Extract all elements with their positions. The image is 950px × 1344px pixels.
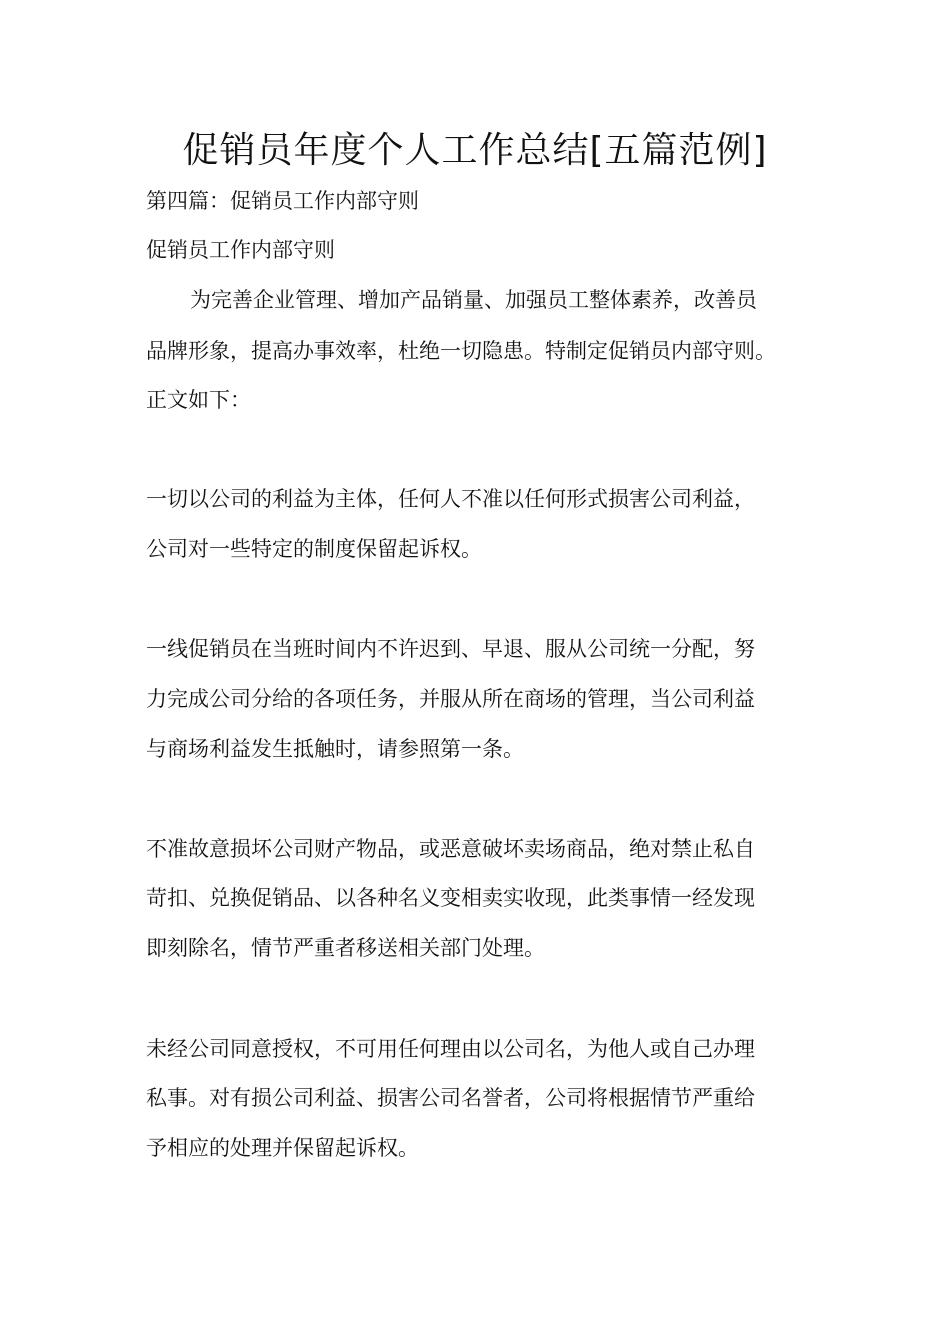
paragraph-line: 一切以公司的利益为主体，任何人不准以任何形式损害公司利益，: [146, 487, 755, 511]
paragraph-line: 即刻除名，情节严重者移送相关部门处理。: [146, 936, 545, 960]
paragraph-line: 公司对一些特定的制度保留起诉权。: [146, 537, 482, 561]
paragraph-line: 未经公司同意授权，不可用任何理由以公司名，为他人或自己办理: [146, 1037, 755, 1061]
intro-line: 为完善企业管理、增加产品销量、加强员工整体素养，改善员: [190, 288, 757, 312]
paragraph-line: 予相应的处理并保留起诉权。: [146, 1136, 419, 1160]
document-title: 促销员年度个人工作总结[五篇范例]: [182, 130, 768, 171]
intro-line: 品牌形象，提高办事效率，杜绝一切隐患。特制定促销员内部守则。: [146, 339, 776, 363]
section-heading: 第四篇：促销员工作内部守则: [146, 189, 419, 213]
paragraph-line: 私事。对有损公司利益、损害公司名誉者，公司将根据情节严重给: [146, 1086, 755, 1110]
paragraph-line: 力完成公司分给的各项任务，并服从所在商场的管理，当公司利益: [146, 687, 755, 711]
subheading: 促销员工作内部守则: [146, 238, 335, 262]
paragraph-line: 苛扣、兑换促销品、以各种名义变相卖实收现，此类事情一经发现: [146, 886, 755, 910]
paragraph-line: 与商场利益发生抵触时，请参照第一条。: [146, 737, 524, 761]
paragraph-line: 不准故意损坏公司财产物品，或恶意破坏卖场商品，绝对禁止私自: [146, 837, 755, 861]
intro-line: 正文如下：: [146, 388, 251, 412]
paragraph-line: 一线促销员在当班时间内不许迟到、早退、服从公司统一分配，努: [146, 637, 755, 661]
